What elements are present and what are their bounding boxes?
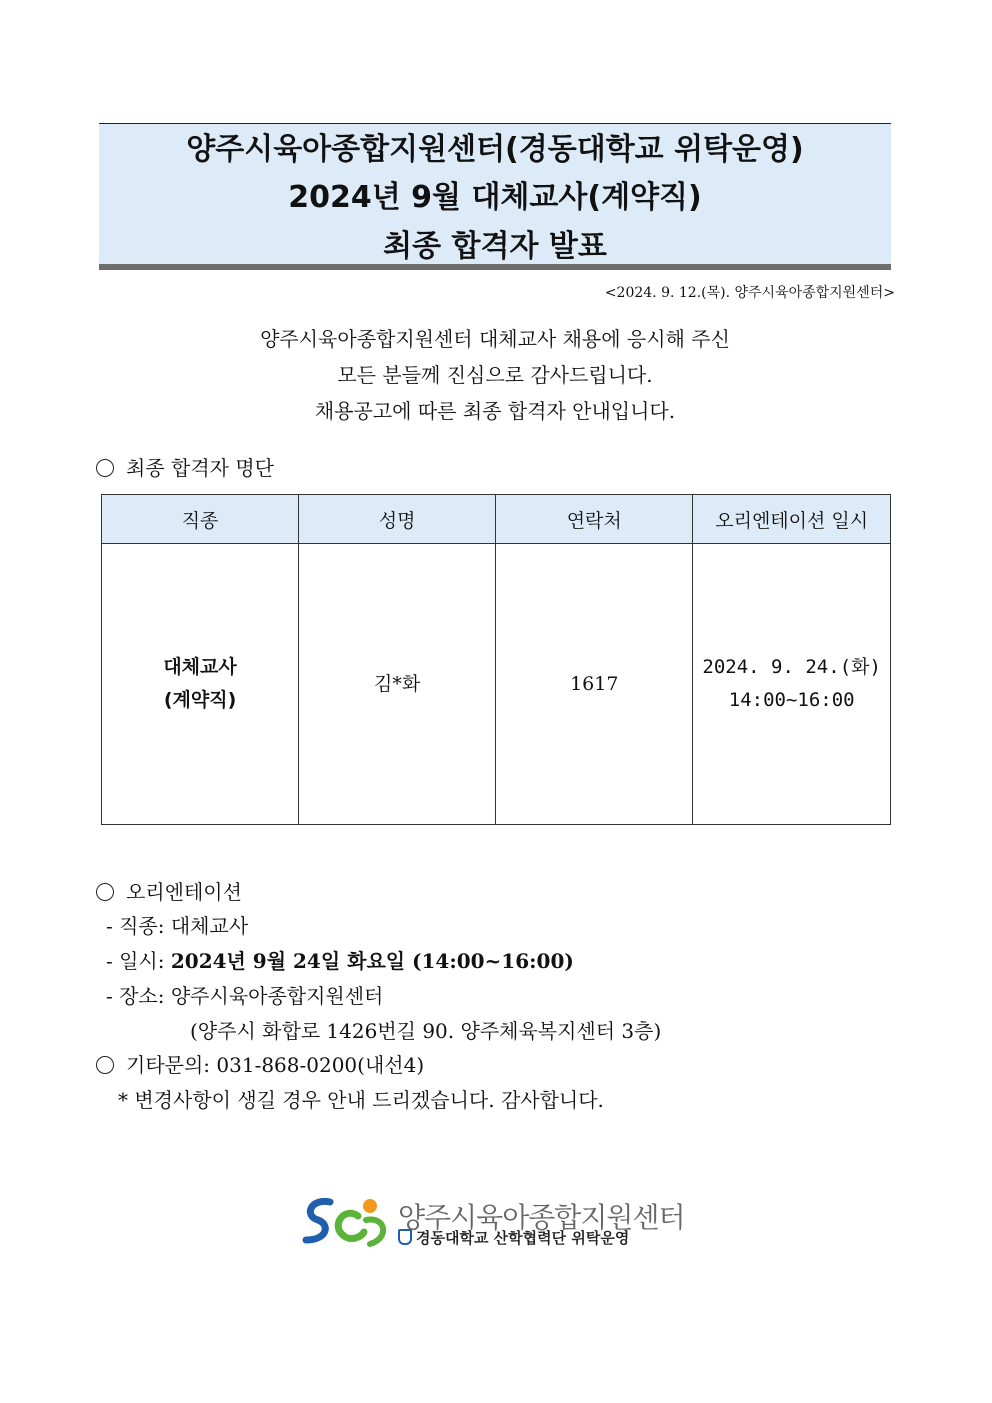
circle-bullet-icon — [96, 883, 114, 901]
contact-value: 031-868-0200(내선4) — [216, 1053, 425, 1077]
cell-job — [102, 544, 299, 825]
cell-schedule-line1: 2024. 9. 24.(화) — [702, 656, 881, 678]
circle-bullet-icon — [96, 1056, 114, 1074]
orientation-place — [106, 980, 383, 1009]
orientation-date-label: - 일시: — [106, 949, 171, 973]
center-logo — [300, 1192, 685, 1254]
cell-name: 김*화 — [299, 544, 496, 825]
orientation-job — [106, 910, 248, 939]
orientation-date-value: 2024년 9월 24일 화요일 (14:00~16:00) — [170, 949, 574, 973]
title-line-1: 양주시육아종합지원센터(경동대학교 위탁운영) — [186, 132, 804, 167]
header-contact: 연락처 — [496, 495, 693, 544]
contact-line — [96, 1049, 424, 1078]
cell-job-line2: (계약직) — [163, 689, 237, 711]
orientation-address: (양주시 화합로 1426번길 90. 양주체육복지센터 3층) — [190, 1019, 662, 1043]
table-row — [102, 544, 891, 825]
intro-line-1: 양주시육아종합지원센터 대체교사 채용에 응시해 주신 — [260, 327, 730, 351]
contact-label: 기타문의: — [126, 1053, 217, 1077]
university-emblem-icon — [398, 1229, 412, 1245]
center-logo-icon — [300, 1192, 392, 1250]
header-job: 직종 — [102, 495, 299, 544]
orientation-heading — [96, 876, 242, 905]
header-name: 성명 — [299, 495, 496, 544]
cell-contact: 1617 — [496, 544, 693, 825]
logo-subtitle — [398, 1227, 698, 1248]
cell-schedule — [693, 544, 891, 825]
announcement-date: <2024. 9. 12.(목). 양주시육아종합지원센터> — [604, 285, 895, 301]
orientation-date — [106, 945, 574, 974]
orientation-job-value: 대체교사 — [170, 914, 249, 938]
orientation-place-label: - 장소: — [106, 984, 171, 1008]
header-schedule: 오리엔테이션 일시 — [693, 495, 891, 544]
orientation-job-label: - 직종: — [106, 914, 171, 938]
result-table — [101, 494, 891, 825]
title-line-3: 최종 합격자 발표 — [383, 229, 607, 264]
logo-name: 양주시육아종합지원센터 — [398, 1201, 685, 1234]
orientation-title: 오리엔테이션 — [126, 880, 242, 904]
cell-job-line1: 대체교사 — [163, 656, 237, 678]
contact-note: * 변경사항이 생길 경우 안내 드리겠습니다. 감사합니다. — [118, 1088, 604, 1112]
logo-sub-text: 경동대학교 산학협력단 위탁운영 — [416, 1229, 630, 1247]
list-section-title: 최종 합격자 명단 — [126, 456, 274, 480]
intro-line-2: 모든 분들께 진심으로 감사드립니다. — [337, 363, 653, 387]
cell-schedule-line2: 14:00~16:00 — [728, 689, 855, 711]
list-section-heading — [96, 452, 274, 481]
title-line-2: 2024년 9월 대체교사(계약직) — [288, 180, 702, 215]
circle-bullet-icon — [96, 459, 114, 477]
intro-line-3: 채용공고에 따른 최종 합격자 안내입니다. — [314, 399, 676, 423]
table-header-row — [102, 495, 891, 544]
orientation-place-value: 양주시육아종합지원센터 — [170, 984, 384, 1008]
